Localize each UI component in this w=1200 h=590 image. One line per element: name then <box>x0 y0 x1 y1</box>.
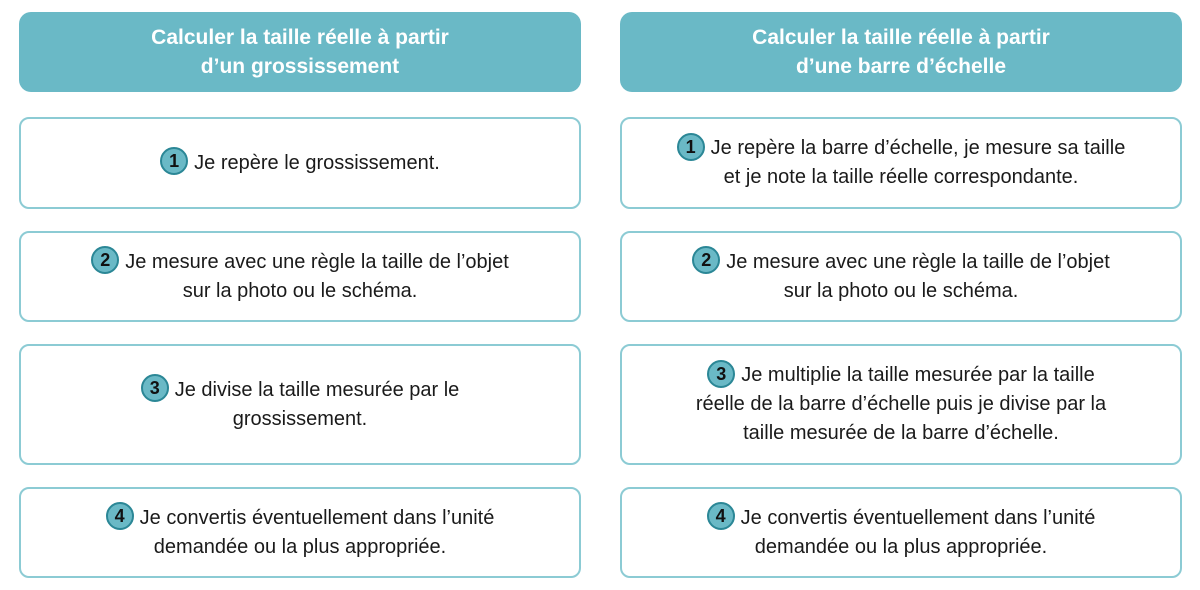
step-text-line2: et je note la taille réelle correspondante. <box>723 166 1079 188</box>
header-title-line2: d’une barre d’échelle <box>795 55 1007 78</box>
step-text-line2: sur la photo ou le schéma. <box>182 279 418 302</box>
step-card-1 <box>620 117 1182 209</box>
magnification-header <box>19 12 581 92</box>
step-number-badge: 3 <box>707 360 735 388</box>
step-text-line2: réelle de la barre d’échelle puis je divise par la <box>695 393 1107 415</box>
step-text-line1: Je convertis éventuellement dans l’unité <box>139 506 495 529</box>
step-text-line1: Je multiplie la taille mesurée par la taille <box>741 364 1095 386</box>
step-card-3 <box>620 344 1182 465</box>
step-number-badge: 1 <box>160 147 188 175</box>
step-card-1 <box>19 117 581 209</box>
step-number-badge: 4 <box>707 502 735 530</box>
step-text-line1: Je repère la barre d’échelle, je mesure sa taille <box>710 137 1126 159</box>
step-text-line1: Je mesure avec une règle la taille de l’objet <box>726 250 1110 273</box>
step-text-line2: sur la photo ou le schéma. <box>783 279 1019 302</box>
step-text-line1: Je repère le grossissement. <box>194 151 440 174</box>
step-card-4 <box>620 487 1182 578</box>
step-card-2 <box>19 231 581 322</box>
step-number-badge: 3 <box>141 374 169 402</box>
step-text-line1: Je mesure avec une règle la taille de l’objet <box>125 250 509 273</box>
header-title-line1: Calculer la taille réelle à partir <box>752 26 1050 49</box>
step-number-badge: 2 <box>91 246 119 274</box>
step-number-badge: 2 <box>692 246 720 274</box>
step-text-line1: Je convertis éventuellement dans l’unité <box>740 506 1096 529</box>
step-card-4 <box>19 487 581 578</box>
step-text-line3: taille mesurée de la barre d’échelle. <box>743 422 1059 444</box>
step-card-2 <box>620 231 1182 322</box>
step-text-line2: grossissement. <box>232 407 368 430</box>
header-title-line1: Calculer la taille réelle à partir <box>151 26 449 49</box>
scale-bar-column <box>620 12 1182 558</box>
step-number-badge: 1 <box>677 133 705 161</box>
step-text-line2: demandée ou la plus appropriée. <box>153 535 447 558</box>
scale-bar-header <box>620 12 1182 92</box>
step-text-line2: demandée ou la plus appropriée. <box>754 535 1048 558</box>
step-number-badge: 4 <box>106 502 134 530</box>
header-title-line2: d’un grossissement <box>200 55 400 78</box>
step-text-line1: Je divise la taille mesurée par le <box>174 378 460 401</box>
magnification-column <box>19 12 581 558</box>
step-card-3 <box>19 344 581 465</box>
